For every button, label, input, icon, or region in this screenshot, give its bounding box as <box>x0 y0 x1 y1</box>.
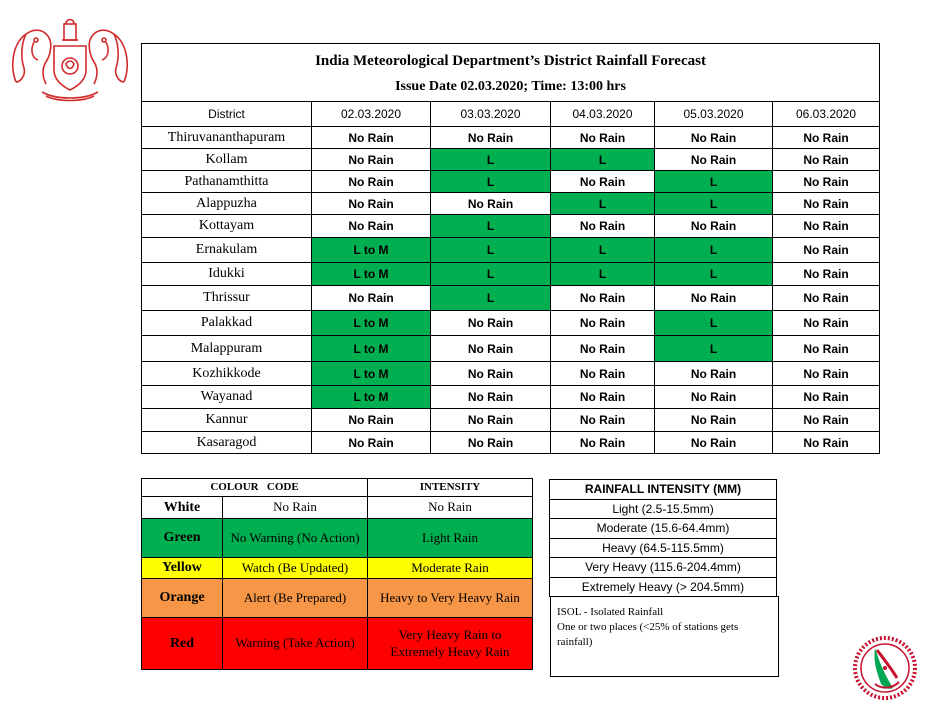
forecast-cell: No Rain <box>312 286 431 311</box>
forecast-cell: L <box>551 149 655 171</box>
forecast-cell: No Rain <box>551 127 655 149</box>
forecast-cell: L <box>431 171 551 193</box>
district-name: Kannur <box>142 409 312 432</box>
ksdma-logo-icon <box>853 632 917 706</box>
rainfall-intensity-item: Very Heavy (115.6-204.4mm) <box>550 558 777 578</box>
isol-note-box <box>550 596 779 677</box>
colour-code-header: COLOUR CODE <box>142 479 368 497</box>
forecast-row <box>142 149 880 171</box>
forecast-title: India Meteorological Department’s District Rainfall Forecast <box>142 44 880 73</box>
issue-date-value: 02.03.2020 <box>460 78 524 94</box>
forecast-cell: L to M <box>312 238 431 263</box>
forecast-row <box>142 432 880 454</box>
forecast-cell: No Rain <box>655 149 773 171</box>
colour-name: Red <box>142 618 223 670</box>
forecast-cell: No Rain <box>312 149 431 171</box>
colour-meaning: No Rain <box>223 497 368 519</box>
district-forecast-table <box>141 43 880 454</box>
kerala-state-emblem-icon <box>6 12 134 104</box>
district-name: Alappuzha <box>142 193 312 215</box>
forecast-cell: No Rain <box>773 409 880 432</box>
issue-time: ; Time: 13:00 hrs <box>523 78 626 94</box>
colour-intensity: No Rain <box>368 497 533 519</box>
forecast-row <box>142 171 880 193</box>
issue-date-line <box>142 73 880 102</box>
rainfall-intensity-item: Heavy (64.5-115.5mm) <box>550 538 777 558</box>
forecast-cell: No Rain <box>312 409 431 432</box>
forecast-row <box>142 336 880 362</box>
issue-date-label: Issue Date <box>395 78 457 94</box>
forecast-row <box>142 127 880 149</box>
forecast-cell: No Rain <box>551 311 655 336</box>
forecast-header-row <box>142 102 880 127</box>
forecast-cell: No Rain <box>551 215 655 238</box>
rainfall-intensity-item: Moderate (15.6-64.4mm) <box>550 519 777 539</box>
colour-code-row <box>142 497 533 519</box>
forecast-cell: No Rain <box>655 386 773 409</box>
forecast-cell: No Rain <box>551 362 655 386</box>
district-name: Kollam <box>142 149 312 171</box>
colour-name: Orange <box>142 579 223 618</box>
forecast-cell: No Rain <box>431 193 551 215</box>
forecast-cell: L <box>655 238 773 263</box>
colour-code-row <box>142 558 533 579</box>
forecast-row <box>142 286 880 311</box>
forecast-cell: No Rain <box>655 362 773 386</box>
forecast-cell: L <box>431 149 551 171</box>
date-column-header: 05.03.2020 <box>655 102 773 127</box>
district-name: Kasaragod <box>142 432 312 454</box>
colour-code-row <box>142 519 533 558</box>
forecast-cell: No Rain <box>773 215 880 238</box>
forecast-cell: L to M <box>312 263 431 286</box>
forecast-row <box>142 386 880 409</box>
forecast-cell: No Rain <box>655 286 773 311</box>
forecast-cell: No Rain <box>431 311 551 336</box>
forecast-cell: L <box>551 238 655 263</box>
forecast-cell: No Rain <box>551 432 655 454</box>
forecast-cell: No Rain <box>551 409 655 432</box>
forecast-cell: L to M <box>312 386 431 409</box>
district-name: Idukki <box>142 263 312 286</box>
forecast-cell: No Rain <box>655 432 773 454</box>
forecast-cell: No Rain <box>773 311 880 336</box>
forecast-cell: L <box>431 286 551 311</box>
forecast-cell: L to M <box>312 362 431 386</box>
colour-meaning: No Warning (No Action) <box>223 519 368 558</box>
forecast-cell: No Rain <box>655 409 773 432</box>
forecast-cell: L <box>431 263 551 286</box>
forecast-cell: L <box>551 193 655 215</box>
forecast-cell: No Rain <box>773 362 880 386</box>
district-name: Thrissur <box>142 286 312 311</box>
forecast-cell: No Rain <box>773 171 880 193</box>
forecast-cell: L <box>655 311 773 336</box>
forecast-cell: No Rain <box>655 127 773 149</box>
rainfall-intensity-item: Light (2.5-15.5mm) <box>550 499 777 519</box>
forecast-row <box>142 238 880 263</box>
date-column-header: 06.03.2020 <box>773 102 880 127</box>
forecast-cell: No Rain <box>431 362 551 386</box>
forecast-cell: No Rain <box>312 432 431 454</box>
date-column-header: 04.03.2020 <box>551 102 655 127</box>
district-name: Pathanamthitta <box>142 171 312 193</box>
rainfall-intensity-title: RAINFALL INTENSITY (MM) <box>550 480 777 500</box>
colour-intensity: Very Heavy Rain to Extremely Heavy Rain <box>368 618 533 670</box>
district-name: Ernakulam <box>142 238 312 263</box>
isol-note-line: ISOL - Isolated Rainfall <box>557 606 664 618</box>
forecast-cell: No Rain <box>431 409 551 432</box>
forecast-cell: L <box>431 215 551 238</box>
forecast-cell: No Rain <box>773 336 880 362</box>
colour-meaning: Watch (Be Updated) <box>223 558 368 579</box>
forecast-cell: No Rain <box>773 432 880 454</box>
colour-intensity: Heavy to Very Heavy Rain <box>368 579 533 618</box>
forecast-row <box>142 409 880 432</box>
district-name: Palakkad <box>142 311 312 336</box>
district-name: Kozhikkode <box>142 362 312 386</box>
forecast-cell: No Rain <box>431 432 551 454</box>
colour-name: Green <box>142 519 223 558</box>
forecast-row <box>142 215 880 238</box>
colour-name: White <box>142 497 223 519</box>
forecast-cell: No Rain <box>773 386 880 409</box>
district-name: Kottayam <box>142 215 312 238</box>
forecast-cell: No Rain <box>431 386 551 409</box>
forecast-cell: No Rain <box>773 127 880 149</box>
forecast-cell: No Rain <box>551 336 655 362</box>
forecast-cell: L <box>655 263 773 286</box>
forecast-cell: L to M <box>312 311 431 336</box>
colour-code-table <box>141 478 533 670</box>
colour-code-header-row <box>142 479 533 497</box>
forecast-cell: No Rain <box>773 238 880 263</box>
rainfall-intensity-table <box>549 479 777 597</box>
colour-meaning: Alert (Be Prepared) <box>223 579 368 618</box>
forecast-row <box>142 193 880 215</box>
forecast-row <box>142 311 880 336</box>
forecast-cell: L <box>551 263 655 286</box>
forecast-cell: L to M <box>312 336 431 362</box>
district-name: Malappuram <box>142 336 312 362</box>
colour-intensity: Light Rain <box>368 519 533 558</box>
forecast-cell: No Rain <box>312 215 431 238</box>
forecast-cell: No Rain <box>551 286 655 311</box>
forecast-cell: No Rain <box>773 263 880 286</box>
forecast-cell: L <box>655 336 773 362</box>
date-column-header: 02.03.2020 <box>312 102 431 127</box>
forecast-cell: No Rain <box>312 171 431 193</box>
colour-name: Yellow <box>142 558 223 579</box>
colour-code-row <box>142 579 533 618</box>
forecast-cell: No Rain <box>431 127 551 149</box>
colour-intensity: Moderate Rain <box>368 558 533 579</box>
forecast-cell: L <box>655 171 773 193</box>
district-name: Thiruvananthapuram <box>142 127 312 149</box>
colour-code-row <box>142 618 533 670</box>
forecast-cell: No Rain <box>551 171 655 193</box>
forecast-row <box>142 263 880 286</box>
colour-meaning: Warning (Take Action) <box>223 618 368 670</box>
forecast-cell: L <box>655 193 773 215</box>
forecast-cell: No Rain <box>773 286 880 311</box>
forecast-cell: No Rain <box>312 127 431 149</box>
forecast-cell: No Rain <box>431 336 551 362</box>
district-name: Wayanad <box>142 386 312 409</box>
district-column-header: District <box>142 102 312 127</box>
forecast-cell: No Rain <box>773 193 880 215</box>
forecast-cell: L <box>431 238 551 263</box>
isol-note-line: One or two places (<25% of stations gets rainfall) <box>557 620 739 648</box>
forecast-cell: No Rain <box>551 386 655 409</box>
forecast-row <box>142 362 880 386</box>
date-column-header: 03.03.2020 <box>431 102 551 127</box>
forecast-cell: No Rain <box>655 215 773 238</box>
forecast-cell: No Rain <box>312 193 431 215</box>
forecast-cell: No Rain <box>773 149 880 171</box>
rainfall-intensity-item: Extremely Heavy (> 204.5mm) <box>550 577 777 597</box>
intensity-header: INTENSITY <box>368 479 533 497</box>
